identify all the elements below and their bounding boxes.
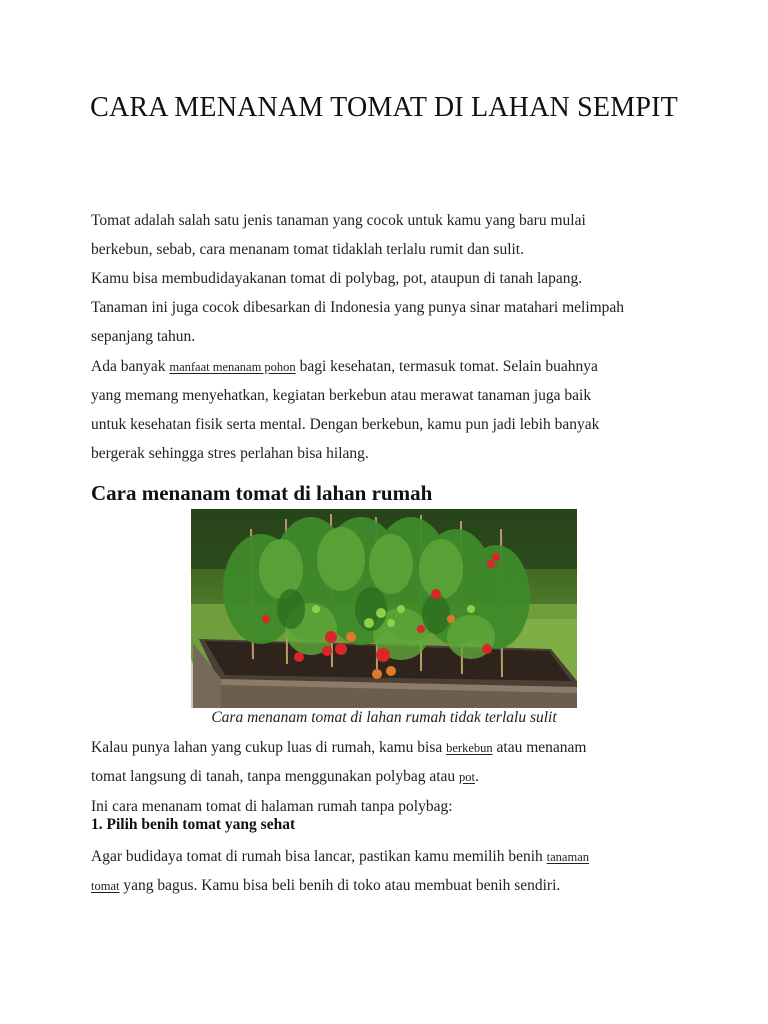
step-1-line-2 [91, 871, 691, 901]
intro-line-2: berkebun, sebab, cara menanam tomat tidaklah terlalu rumit dan sulit. [91, 241, 524, 258]
after-figure-line-1-pre: Kalau punya lahan yang cukup luas di rumah, kamu bisa [91, 739, 447, 756]
intro-line-4: Tanaman ini juga cocok dibesarkan di Indonesia yang punya sinar matahari melimpah [91, 299, 625, 316]
link-tanaman-tomat-part-1[interactable]: tanaman [546, 850, 589, 864]
intro-line-9: bergerak sehingga stres perlahan bisa hilang. [91, 445, 369, 462]
intro-line-7: yang memang menyehatkan, kegiatan berkebun atau merawat tanaman juga baik [91, 387, 592, 404]
page-title: CARA MENANAM TOMAT DI LAHAN SEMPIT [90, 92, 678, 123]
link-manfaat-menanam-pohon[interactable]: manfaat menanam pohon [169, 360, 296, 374]
after-figure-line-1 [91, 733, 691, 763]
tomato-garden-image [191, 509, 577, 708]
after-figure-line-2-post: . [475, 768, 479, 785]
intro-line-6 [91, 352, 691, 382]
intro-line-6-post: bagi kesehatan, termasuk tomat. Selain buahnya [295, 358, 598, 375]
link-berkebun[interactable]: berkebun [446, 741, 493, 755]
link-tanaman-tomat-part-2[interactable]: tomat [91, 879, 120, 893]
intro-line-6-pre: Ada banyak [91, 358, 170, 375]
link-pot[interactable]: pot [459, 770, 476, 784]
step-1-line-1 [91, 842, 691, 872]
intro-line-1: Tomat adalah salah satu jenis tanaman yang cocok untuk kamu yang baru mulai [91, 212, 586, 229]
intro-line-3: Kamu bisa membudidayakanan tomat di polybag, pot, ataupun di tanah lapang. [91, 270, 583, 287]
step-1-line-2-post: yang bagus. Kamu bisa beli benih di toko atau membuat benih sendiri. [119, 877, 561, 894]
figure-caption: Cara menanam tomat di lahan rumah tidak terlalu sulit [211, 709, 557, 726]
intro-line-8: untuk kesehatan fisik serta mental. Dengan berkebun, kamu pun jadi lebih banyak [91, 416, 600, 433]
after-figure-line-1-post: atau menanam [492, 739, 587, 756]
after-figure-line-3: Ini cara menanam tomat di halaman rumah tanpa polybag: [91, 798, 453, 815]
step-1-heading: 1. Pilih benih tomat yang sehat [91, 816, 296, 833]
after-figure-line-2 [91, 762, 691, 792]
step-1-line-1-pre: Agar budidaya tomat di rumah bisa lancar, pastikan kamu memilih benih [91, 848, 547, 865]
section-heading: Cara menanam tomat di lahan rumah [91, 481, 433, 505]
after-figure-line-2-pre: tomat langsung di tanah, tanpa menggunakan polybag atau [91, 768, 460, 785]
intro-line-5: sepanjang tahun. [91, 328, 196, 345]
